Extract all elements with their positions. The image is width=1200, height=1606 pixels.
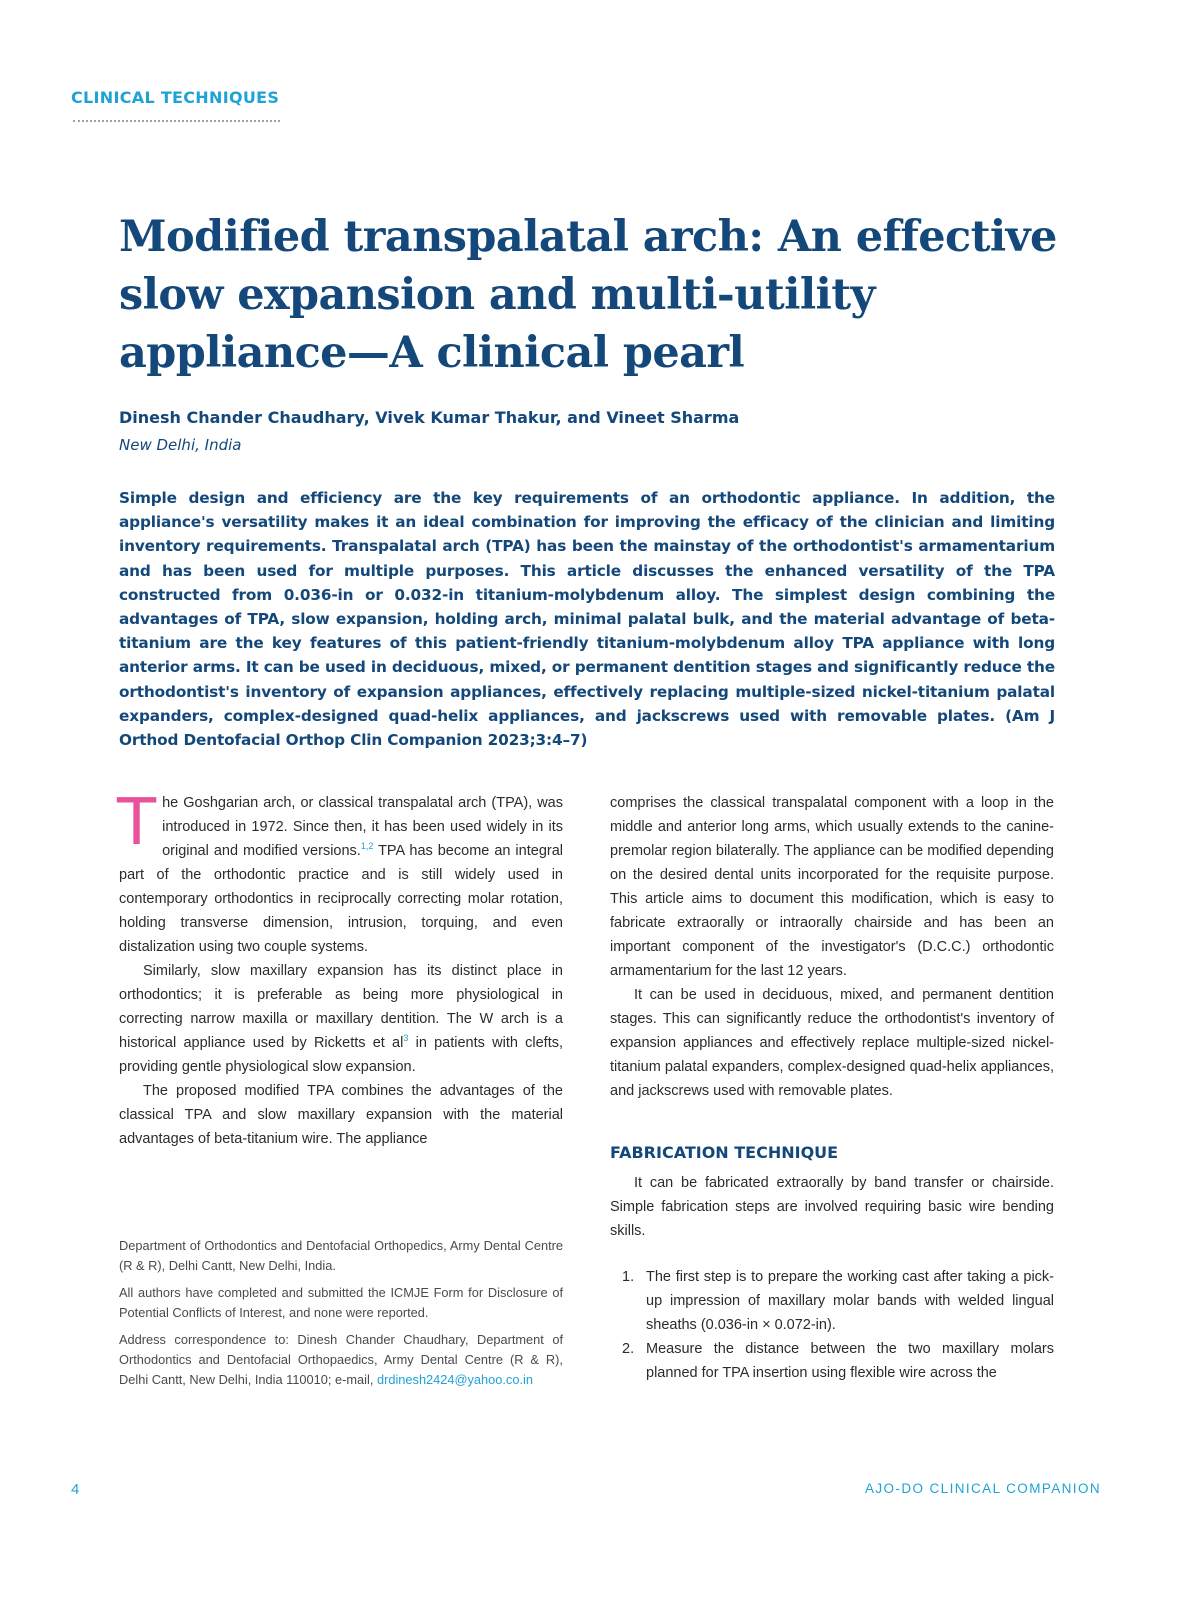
body-paragraph-6: It can be fabricated extraorally by band transfer or chairside. Simple fabrication steps are involved requiring basic wire bending skills. [610,1175,1054,1239]
paragraph-text: he Goshgarian arch, or classical transpalatal arch (TPA), was introduced in 1972. Since then, it has been used widely in its original and modified versions. [162,795,563,859]
citation-link[interactable]: 3 [403,1033,409,1044]
body-paragraph-2 [119,959,563,1079]
article-authors: Dinesh Chander Chaudhary, Vivek Kumar Thakur, and Vineet Sharma [119,408,740,427]
email-link[interactable]: drdinesh2424@yahoo.co.in [376,1371,533,1387]
body-paragraph-4: comprises the classical transpalatal component with a loop in the middle and anterior long arms, which usually extends to the canine-premolar region bilaterally. The appliance can be modified depending on the desired dental units incorporated for the requisite purpose. This article aims to document this modification, which is easy to fabricate extraorally or intraorally chairside and has been an important component of the investigator's (D.C.C.) orthodontic armamentarium for the last 12 years. [610,795,1054,979]
body-column-right [610,791,1054,1385]
drop-cap: T [117,786,157,860]
article-title: Modified transpalatal arch: An effective slow expansion and multi-utility appliance—A clinical pearl [119,212,1057,378]
article-abstract: Simple design and efficiency are the key requirements of an orthodontic appliance. In addition, the appliance's versatility makes it an ideal combination for improving the efficacy of the clinician and limiting inventory requirements. Transpalatal arch (TPA) has been the mainstay of the orthodontist's armamentarium and has been used for multiple purposes. This article discusses the enhanced versatility of the TPA constructed from 0.036-in or 0.032-in titanium-molybdenum alloy. The simplest design combining the advantages of TPA, slow expansion, holding arch, minimal palatal bulk, and the material advantage of beta-titanium are the key features of this patient-friendly titanium-molybdenum alloy TPA appliance with long anterior arms. It can be used in deciduous, mixed, or permanent dentition stages and significantly reduce the orthodontist's inventory of expansion appliances, effectively replacing multiple-sized nickel-titanium palatal expanders, complex-designed quad-helix appliances, and jackscrews used with removable plates. (Am J Orthod Dentofacial Orthop Clin Companion 2023;3:4–7) [119,489,1055,750]
section-divider [73,120,280,122]
affiliation-note: Department of Orthodontics and Dentofacial Orthopedics, Army Dental Centre (R & R), Delhi Cantt, New Delhi, India. [119,1238,563,1273]
step-number: 1. [622,1269,635,1285]
paragraph-text: in patients with clefts, providing gentle physiological slow expansion. [119,1035,564,1075]
fabrication-steps [610,1265,1054,1385]
list-item [610,1337,1054,1385]
disclosure-note: All authors have completed and submitted the ICMJE Form for Disclosure of Potential Conflicts of Interest, and none were reported. [119,1285,563,1320]
body-paragraph-5: It can be used in deciduous, mixed, and permanent dentition stages. This can significantly reduce the orthodontist's inventory of expansion appliances and effectively replace multiple-sized nickel-titanium palatal expanders, complex-designed quad-helix appliances, and jackscrews used with removable plates. [610,987,1054,1099]
section-heading-fabrication: FABRICATION TECHNIQUE [610,1143,839,1162]
list-item [610,1265,1054,1337]
step-number: 2. [622,1341,635,1357]
body-paragraph-3: The proposed modified TPA combines the advantages of the classical TPA and slow maxillary expansion with the material advantages of beta-titanium wire. The appliance [119,1083,563,1147]
step-text: The first step is to prepare the working cast after taking a pick-up impression of maxillary molar bands with welded lingual sheaths (0.036-in × 0.072-in). [646,1269,1054,1333]
author-location: New Delhi, India [119,436,242,454]
section-label: CLINICAL TECHNIQUES [71,88,280,107]
paragraph-text: Similarly, slow maxillary expansion has its distinct place in orthodontics; it is preferable as being more physiological in correcting narrow maxilla or maxillary dentition. The W arch is a historical appliance used by Ricketts et al [119,963,563,1051]
body-column-left [117,786,564,1151]
correspondence-note [119,1330,563,1389]
citation-link[interactable]: 1,2 [360,841,374,852]
step-text: Measure the distance between the two maxillary molars planned for TPA insertion using flexible wire across the [646,1341,1054,1381]
journal-name: AJO-DO CLINICAL COMPANION [864,1481,1101,1496]
correspondence-address: Address correspondence to: Dinesh Chander Chaudhary, Department of Orthodontics and Dentofacial Orthopaedics, Army Dental Centre (R & R), Delhi Cantt, New Delhi, India 110010; e-mail, [119,1332,563,1387]
page-number: 4 [71,1481,80,1498]
footnotes [119,1236,563,1397]
paragraph-text: TPA has become an integral part of the orthodontic practice and is still widely used in contemporary orthodontics in reciprocally correcting molar rotation, holding transverse dimension, intrusion, torquing, and even distalization using two couple systems. [119,843,563,955]
body-paragraph-1 [117,786,563,959]
